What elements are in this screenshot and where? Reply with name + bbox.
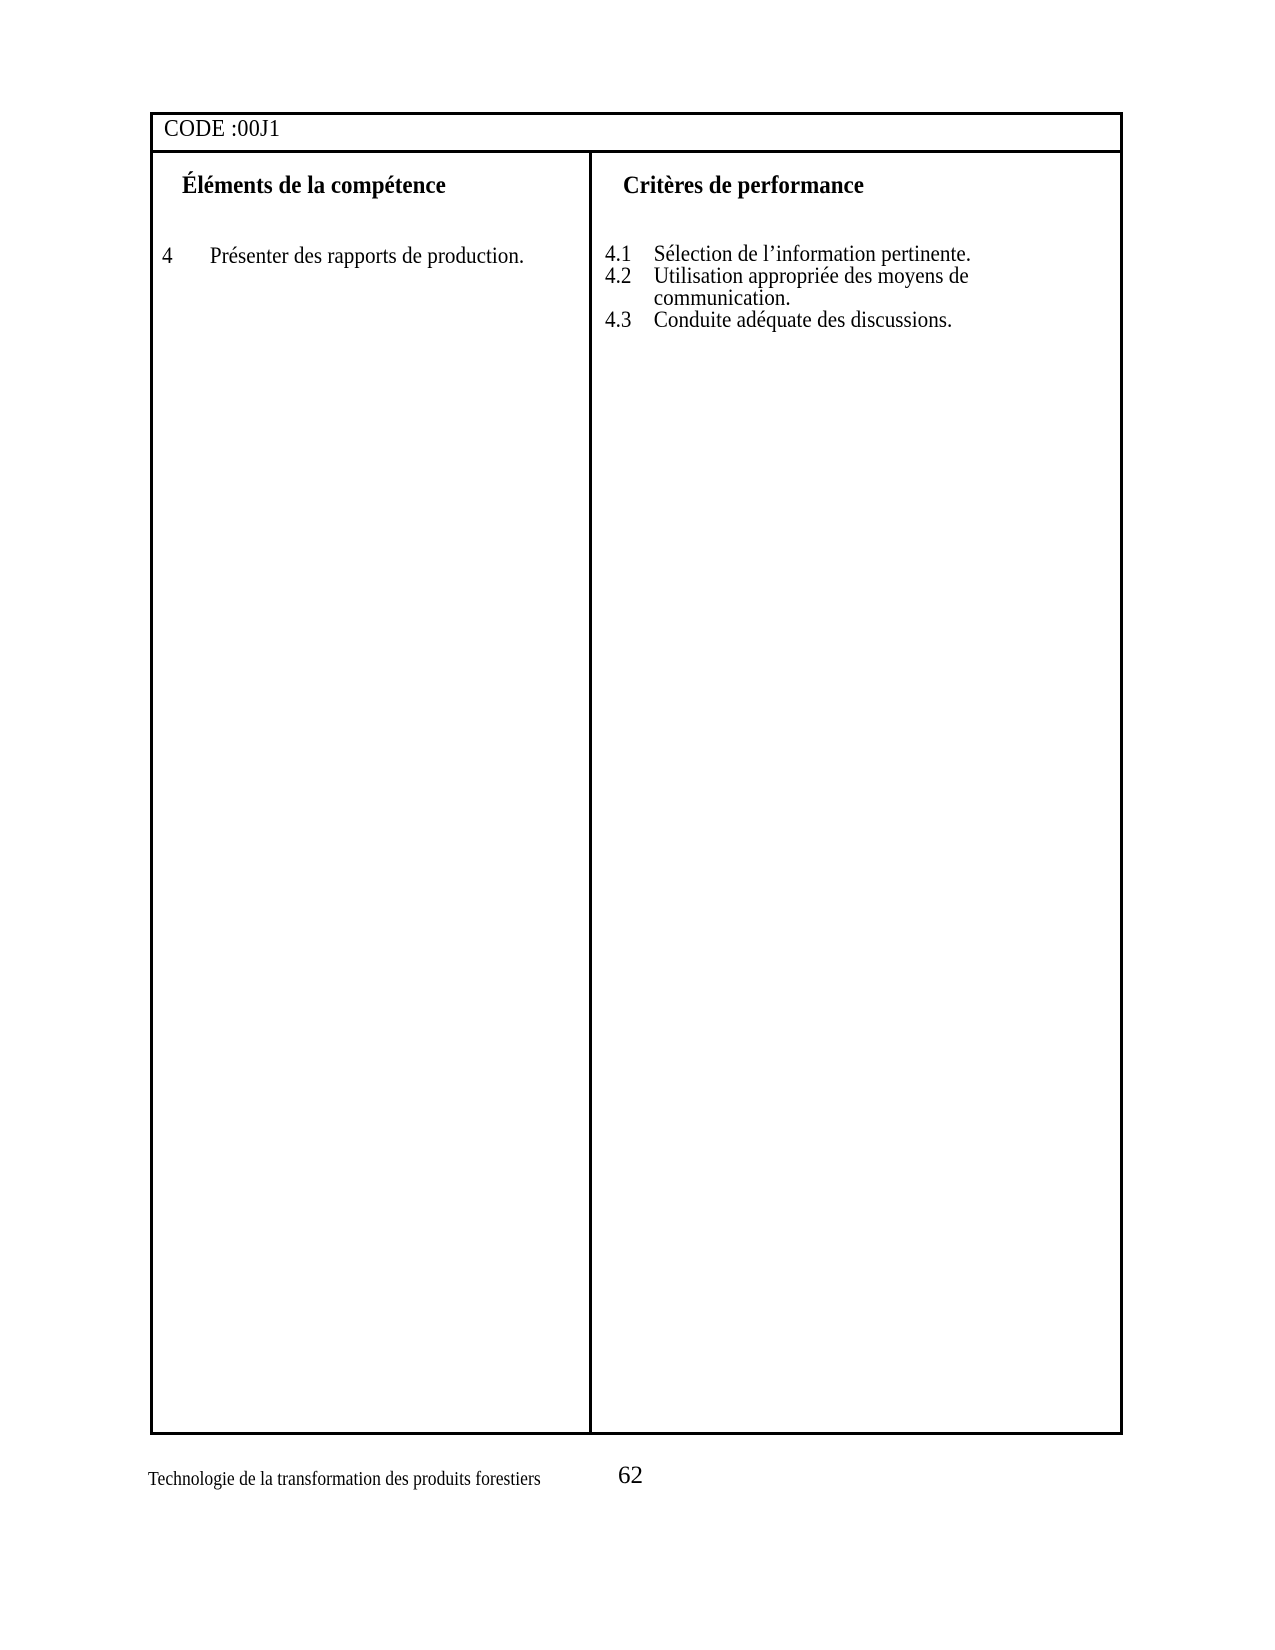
element-text: Présenter des rapports de production. <box>209 243 525 268</box>
criteria-column <box>592 153 1120 1432</box>
criteria-item <box>605 309 985 331</box>
criteria-item <box>605 265 985 309</box>
element-number: 4 <box>162 243 173 268</box>
code-row <box>153 115 1120 153</box>
element-item <box>162 243 524 269</box>
elements-column <box>153 153 589 1432</box>
criteria-number: 4.1 <box>605 241 632 266</box>
footer-title: Technologie de la transformation des produits forestiers <box>148 1468 541 1490</box>
criteria-text: Conduite adéquate des discussions. <box>653 307 953 332</box>
competency-table <box>150 112 1123 1435</box>
criteria-text: Sélection de l’information pertinente. <box>653 241 972 266</box>
criteria-number: 4.2 <box>605 263 632 288</box>
competency-code: CODE :00J1 <box>164 116 281 142</box>
page-number: 62 <box>618 1462 643 1489</box>
criteria-text: Utilisation appropriée des moyens de communication. <box>653 263 969 310</box>
criteria-item <box>605 243 985 265</box>
criteria-heading: Critères de performance <box>623 172 864 199</box>
criteria-list <box>605 243 985 331</box>
criteria-number: 4.3 <box>605 307 632 332</box>
elements-heading: Éléments de la compétence <box>182 172 446 199</box>
